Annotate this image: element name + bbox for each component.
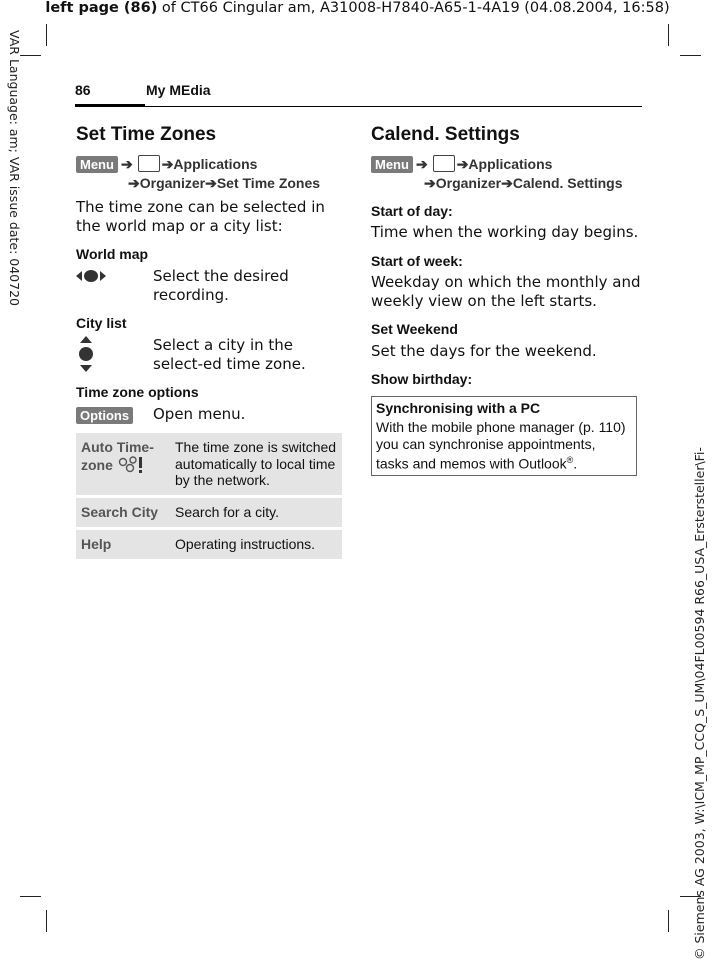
arrow-icon: ➔ <box>205 175 217 191</box>
start-of-day-text: Time when the working day begins. <box>371 223 639 241</box>
applications-icon <box>433 155 455 172</box>
up-down-nav-icon <box>78 336 94 376</box>
left-nav-path <box>76 155 257 173</box>
nav-set-time-zones: Set Time Zones <box>216 175 321 191</box>
crop-mark <box>20 896 41 897</box>
world-map-text: Select the desired recording. <box>153 267 289 304</box>
arrow-icon: ➔ <box>161 156 174 172</box>
page-number: 86 <box>75 82 91 98</box>
arrow-icon: ➔ <box>415 156 428 172</box>
left-nav-path-2 <box>128 174 320 192</box>
header-bar <box>75 104 145 107</box>
crop-mark <box>680 55 701 56</box>
option-desc: The time zone is switched automatically to local time by the network. <box>175 439 337 488</box>
start-of-day-heading: Start of day: <box>371 203 453 219</box>
option-name: Help <box>81 535 112 552</box>
nav-organizer: Organizer <box>139 175 206 191</box>
note-title: Synchronising with a PC <box>376 400 541 416</box>
set-weekend-text: Set the days for the weekend. <box>371 342 597 360</box>
print-header-bold: left page (86) <box>45 0 158 16</box>
start-of-week-text: Weekday on which the monthly and weekly view on the left starts. <box>371 273 641 310</box>
crop-mark <box>668 910 669 932</box>
table-row <box>76 433 342 495</box>
print-header-rest: of CT66 Cingular am, A31008-H7840-A65-1-4A19 (04.08.2004, 16:58) <box>157 0 670 16</box>
section-title: My MEdia <box>146 82 211 98</box>
arrow-icon: ➔ <box>424 175 436 191</box>
header-rule <box>75 106 642 107</box>
start-of-week-heading: Start of week: <box>371 253 463 269</box>
world-map-heading: World map <box>76 246 149 262</box>
nav-organizer: Organizer <box>435 175 502 191</box>
arrow-icon: ➔ <box>120 156 133 172</box>
crop-mark <box>46 910 47 932</box>
options-key: Options <box>76 405 133 424</box>
right-nav-path-2 <box>424 174 623 192</box>
option-desc: Search for a city. <box>175 503 280 520</box>
city-list-heading: City list <box>76 315 127 331</box>
time-zone-options-heading: Time zone options <box>76 384 199 400</box>
print-header <box>0 0 715 16</box>
side-text-right: © Siemens AG 2003, W:\ICM_MP_CCQ_S_UM\04FL00594 R66_USA_Erstersteller\Fi- <box>692 447 707 960</box>
network-alert-icon <box>117 456 147 474</box>
crop-mark <box>46 24 47 46</box>
table-row <box>76 498 342 527</box>
left-title: Set Time Zones <box>76 124 217 145</box>
option-name: Search City <box>81 503 159 520</box>
menu-key: Menu <box>371 156 413 173</box>
arrow-icon: ➔ <box>501 175 513 191</box>
right-nav-path <box>371 155 552 173</box>
table-row <box>76 530 342 559</box>
left-intro: The time zone can be selected in the world map or a city list: <box>76 198 325 235</box>
side-text-left: VAR Language: am; VAR issue date: 040720 <box>7 30 22 306</box>
options-key-text: Open menu. <box>153 405 246 423</box>
note-text: With the mobile phone manager (p. 110) you can synchronise appointments, tasks and memos with Outlook®. <box>376 419 626 472</box>
nav-applications: Applications <box>468 156 553 172</box>
nav-applications: Applications <box>173 156 258 172</box>
city-list-text: Select a city in the select-ed time zone. <box>153 336 306 373</box>
left-right-nav-icon <box>76 268 106 288</box>
options-table <box>76 430 342 562</box>
crop-mark <box>668 24 669 46</box>
show-birthday-heading: Show birthday: <box>371 371 473 387</box>
arrow-icon: ➔ <box>456 156 469 172</box>
sync-note-box <box>371 396 637 476</box>
applications-icon <box>138 155 160 172</box>
nav-calend-settings: Calend. Settings <box>512 175 623 191</box>
right-title: Calend. Settings <box>371 124 520 145</box>
set-weekend-heading: Set Weekend <box>371 321 458 337</box>
arrow-icon: ➔ <box>128 175 140 191</box>
option-name: Auto Time-zone <box>81 439 154 473</box>
menu-key: Menu <box>76 156 118 173</box>
option-desc: Operating instructions. <box>175 535 316 552</box>
